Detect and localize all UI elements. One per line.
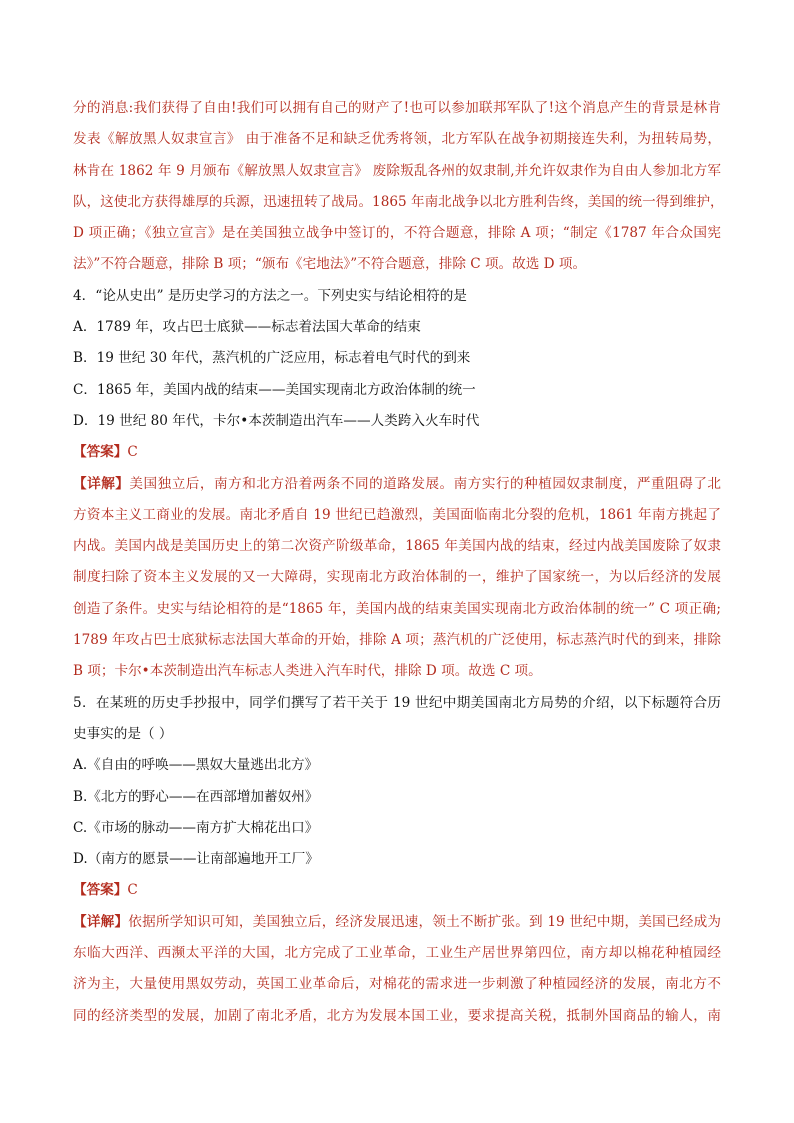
q5-detail-line-2: 东临大西洋、西濒太平洋的大国，北方完成了工业革命，工业生产居世界第四位，南方却以棉花种植园经	[73, 945, 721, 962]
q4-detail-line-1	[73, 469, 721, 500]
q4-option-b: B．19 世纪 30 年代，蒸汽机的广泛应用，标志着电气时代的到来	[73, 350, 471, 367]
q5-option-b: B.《北方的野心——在西部增加蓄奴州》	[73, 788, 319, 805]
q4-option-a: A．1789 年，攻占巴士底狱——标志着法国大革命的结束	[73, 319, 421, 336]
q4-detail-text-1: 美国独立后，南方和北方沿着两条不同的道路发展。南方实行的种植园奴隶制度，严重阻碍了北	[129, 475, 722, 492]
question-4	[73, 281, 721, 688]
q5-detail-line-3: 济为主，大量使用黑奴劳动，英国工业革命后，对棉花的需求进一步刺激了种植园经济的发展，南北方不	[73, 976, 721, 993]
q4-detail-tag: 【详解】	[73, 475, 130, 492]
q5-stem-line-1: 5．在某班的历史手抄报中，同学们撰写了若干关于 19 世纪中期美国南北方局势的介绍，以下标题符合历	[73, 694, 721, 711]
q3-explanation-tail	[73, 93, 724, 281]
q5-option-a: A.《自由的呼唤——黑奴大量逃出北方》	[73, 757, 319, 774]
q5-option-d: D.（南方的愿景——让南部遍地开工厂》	[73, 851, 319, 868]
q4-detail-line-5: 创造了条件。史实与结论相符的是“1865 年，美国内战的结束美国实现南北方政治体制的统一” C 项正确;	[73, 600, 721, 617]
q5-option-c: C.《市场的脉动——南方扩大棉花出口》	[73, 819, 319, 836]
q4-detail-line-3: 内战。美国内战是美国历史上的第二次资产阶级革命，1865 年美国内战的结束，经过内战美国废除了奴隶	[73, 538, 721, 555]
q4-option-d: D．19 世纪 80 年代，卡尔•本茨制造出汽车——人类跨入火车时代	[73, 412, 480, 429]
document-page	[73, 93, 724, 1032]
q3-line-2: 发表《解放黑人奴隶宣言》 由于准备不足和缺乏优秀将领，北方军队在战争初期接连失利，为扭转局势，	[73, 131, 721, 148]
q5-detail-line-1	[73, 907, 721, 938]
q5-answer-value: C	[127, 882, 138, 899]
q5-answer-tag: 【答案】	[73, 882, 128, 899]
q4-answer	[73, 437, 721, 468]
q5-detail-line-4: 同的经济类型的发展，加剧了南北矛盾，北方为发展本国工业，要求提高关税，抵制外国商品的输人，南	[73, 1007, 721, 1024]
q4-option-c: C．1865 年，美国内战的结束——美国实现南北方政治体制的统一	[73, 381, 476, 398]
q4-detail-line-2: 方资本主义工商业的发展。南北矛盾自 19 世纪已趋激烈，美国面临南北分裂的危机，1861 年南方挑起了	[73, 506, 721, 523]
q4-detail-line-7: B 项；卡尔•本茨制造出汽车标志人类进入汽车时代，排除 D 项。故选 C 项。	[73, 663, 542, 680]
q3-line-1: 分的消息:我们获得了自由!我们可以拥有自己的财产了!也可以参加联邦军队了!这个消息产生的背景是林肯	[73, 100, 721, 116]
question-5	[73, 688, 721, 1032]
q4-answer-tag: 【答案】	[73, 444, 128, 461]
q3-line-6: 法》”不符合题意，排除 B 项；“颁布《宅地法》”不符合题意，排除 C 项。故选 D 项。	[73, 256, 587, 273]
q3-line-3: 林肯在 1862 年 9 月颁布《解放黑人奴隶宣言》 废除叛乱各州的奴隶制,并允许奴隶作为自由人参加北方军	[73, 162, 721, 179]
q4-detail-line-6: 1789 年攻占巴士底狱标志法国大革命的开始，排除 A 项；蒸汽机的广泛使用，标志蒸汽时代的到来，排除	[73, 632, 721, 649]
q5-detail-tag: 【详解】	[73, 913, 129, 930]
q4-detail-line-4: 制度扫除了资本主义发展的又一大障碍，实现南北方政治体制的一，维护了国家统一，为以后经济的发展	[73, 569, 721, 586]
q3-line-5: D 项正确；《独立宣言》是在美国独立战争中签订的，不符合题意，排除 A 项；“制定《1787 年合众国宪	[73, 225, 721, 242]
q5-stem-line-2: 史事实的是（ ）	[73, 725, 173, 742]
q5-answer	[73, 875, 721, 906]
q3-line-4: 队，这使北方获得雄厚的兵源，迅速扭转了战局。1865 年南北战争以北方胜利告终，美国的统一得到维护，	[73, 193, 724, 210]
q4-stem: 4．“论从史出” 是历史学习的方法之一。下列史实与结论相符的是	[73, 287, 467, 304]
q5-detail-text-1: 依据所学知识可知，美国独立后，经济发展迅速，领土不断扩张。到 19 世纪中期，美国已经成为	[128, 913, 722, 930]
q4-answer-value: C	[127, 444, 138, 461]
